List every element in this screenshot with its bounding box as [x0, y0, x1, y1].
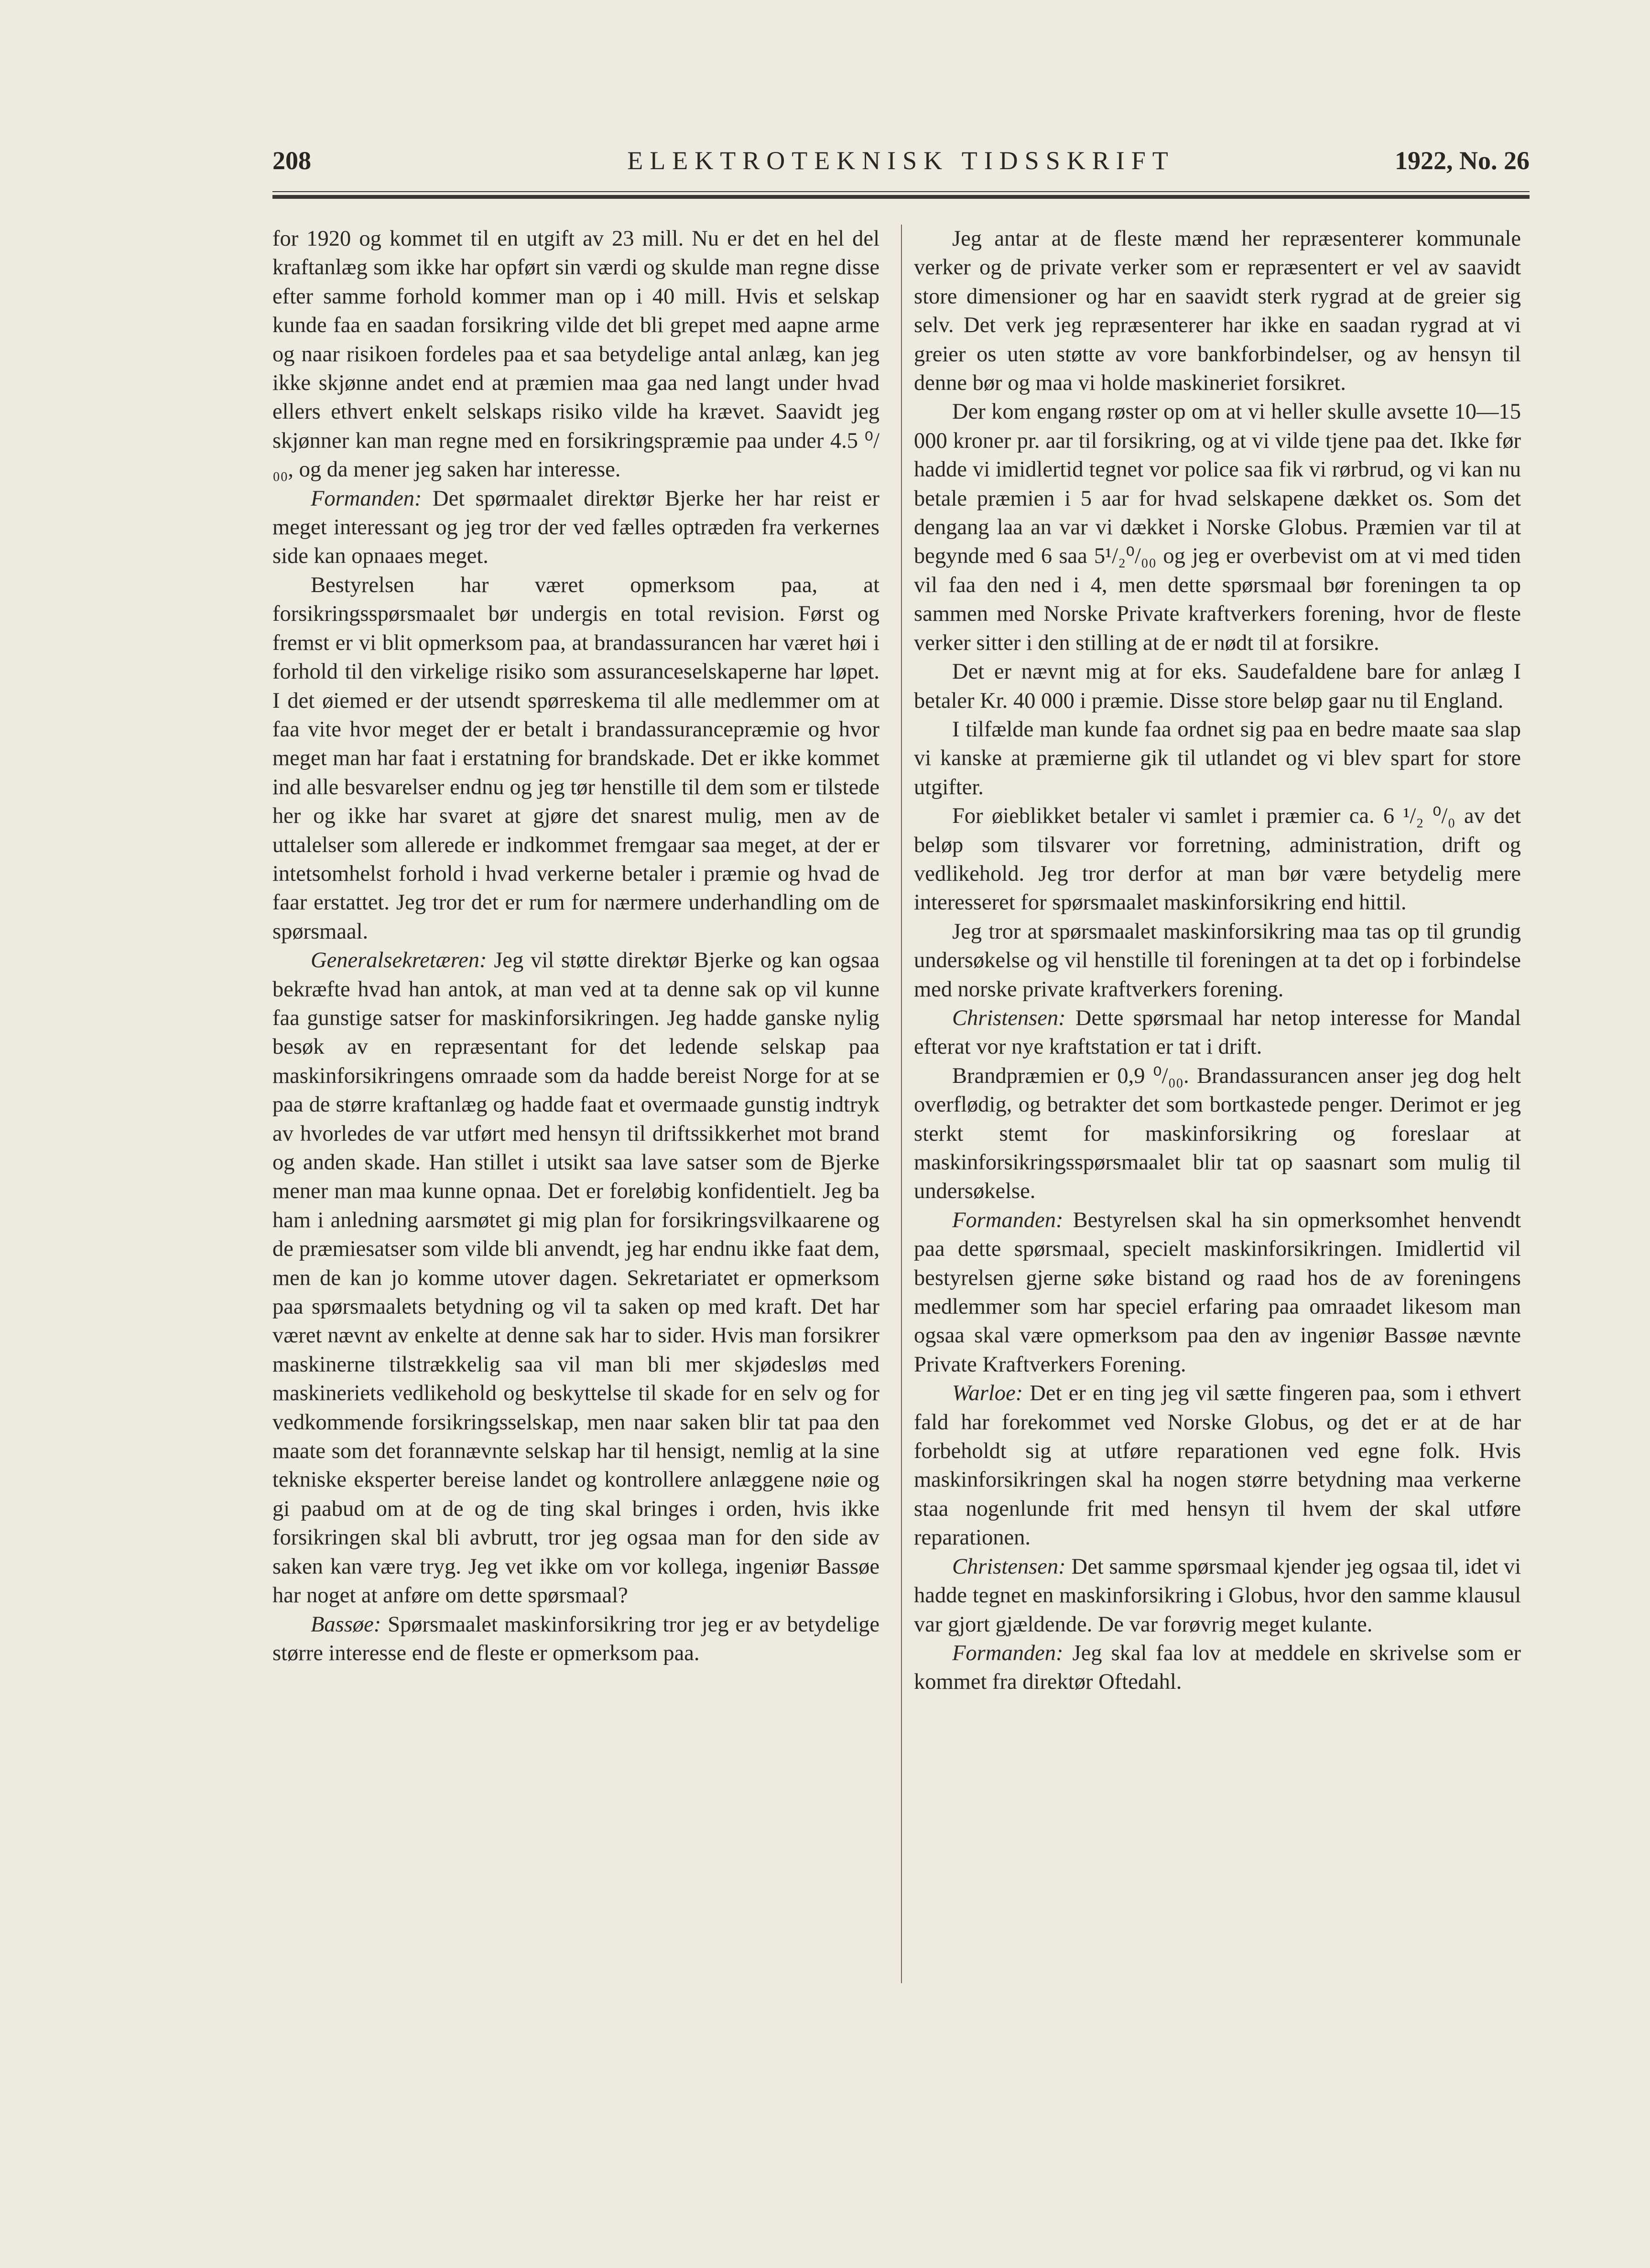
speaker-name: Generalsekretæren: — [311, 948, 487, 973]
journal-title: ELEKTROTEKNISK TIDSSKRIFT — [627, 146, 1175, 175]
speaker-name: Formanden: — [952, 1208, 1064, 1232]
paragraph — [272, 946, 879, 1610]
paragraph — [914, 918, 1521, 1004]
paragraph-text: for 1920 og kommet til en utgift av 23 mill. Nu er det en hel del kraftanlæg som ikke har opført sin værdi og skulde man regne disse efter samme forhold kommer man op i 40 mill. Hvis et selskap kunde faa en saadan forsikring vilde det bli grepet med aapne arme og naar risikoen fordeles paa et saa betydelige antal anlæg, kan jeg ikke skjønne andet end at præmien maa gaa ned langt under hvad ellers ethvert enkelt selskaps risiko vilde ha krævet. Saavidt jeg skjønner kan man regne med en forsikringspræmie paa under 4.5 ⁰/₀₀, og da mener jeg saken har interesse. — [272, 227, 879, 482]
paragraph-text: Bestyrelsen har været opmerksom paa, at forsikringsspørsmaalet bør undergis en total revision. Først og fremst er vi blit opmerksom paa, at brandassurancen har været høi i forhold til den virkelige risiko som assuranceselskaperne har løpet. I det øiemed er der utsendt spørreskema til alle medlemmer om at faa vite hvor meget der er betalt i brandassurancepræmie og hvor meget man har faat i erstatning for brandskade. Det er ikke kommet ind alle besvarelser endnu og jeg tør henstille til dem som er tilstede her og ikke har svaret at gjøre det snarest mulig, men av de uttalelser som allerede er indkommet fremgaar saa meget, at der er intetsomhelst forhold i hvad verkerne betaler i præmie og hvad de faar erstattet. Jeg tror det er rum for nærmere underhandling om de spørsmaal. — [272, 572, 879, 944]
issue-number: 1922, No. 26 — [1395, 146, 1530, 175]
speaker-name: Formanden: — [952, 1641, 1064, 1665]
paragraph — [272, 485, 879, 571]
paragraph — [914, 398, 1521, 658]
paragraph — [914, 1004, 1521, 1062]
left-column — [272, 225, 879, 1668]
paragraph-text: Bestyrelsen skal ha sin opmerksomhet henvendt paa dette spørsmaal, specielt maskinforsikringen. Imidlertid vil bestyrelsen gjerne søke bistand og raad hos de av foreningens medlemmer som har speciel erfaring paa omraadet likesom man ogsaa skal være opmerksom paa den av ingeniør Bassøe nævnte Private Kraftverkers Forening. — [914, 1208, 1521, 1377]
header-rule-thin — [272, 191, 1530, 192]
paragraph-text: Det samme spørsmaal kjender jeg ogsaa til, idet vi hadde tegnet en maskinforsikring i Globus, hvor den samme klausul var gjort gjældende. De var forøvrig meget kulante. — [914, 1554, 1521, 1637]
paragraph-text: Jeg antar at de fleste mænd her repræsenterer kommunale verker og de private verker som er repræsentert er vel av saavidt store dimensioner og har en saavidt sterk rygrad at de greier sig selv. Det verk jeg repræsenterer har ikke en saadan rygrad at vi greier os uten støtte av vore bankforbindelser, og av hensyn til denne bør og maa vi holde maskineriet forsikret. — [914, 227, 1521, 396]
paragraph — [914, 1062, 1521, 1206]
paragraph-text: Jeg skal faa lov at meddele en skrivelse som er kommet fra direktør Oftedahl. — [914, 1641, 1521, 1695]
paragraph-text: Der kom engang røster op om at vi heller skulle avsette 10—15 000 kroner pr. aar til forsikring, og at vi vilde tjene paa det. Ikke før hadde vi imidlertid tegnet vor police saa fik vi rørbrud, og vi kan nu betale præmien i 5 aar for hvad selskapene dækket os. Som det dengang laa an var vi dækket i Norske Globus. Præmien var til at begynde med 6 saa 5¹/₂⁰/₀₀ og jeg er overbevist om at vi med tiden vil faa den ned i 4, men dette spørsmaal bør foreningen ta op sammen med Norske Private kraftverkers forening, hvor de fleste verker sitter i den stilling at de er nødt til at forsikre. — [914, 400, 1521, 655]
running-header — [272, 146, 1530, 184]
paragraph-text: I tilfælde man kunde faa ordnet sig paa en bedre maate saa slap vi kanske at præmierne gik til utlandet og vi blev spart for store utgifter. — [914, 717, 1521, 799]
speaker-name: Bassøe: — [311, 1612, 381, 1637]
paragraph — [914, 1639, 1521, 1697]
paragraph-text: Jeg vil støtte direktør Bjerke og kan ogsaa bekræfte hvad han antok, at man ved at ta denne sak op vil kunne faa gunstige satser for maskinforsikringen. Jeg hadde ganske nylig besøk av en repræsentant for det ledende selskap paa maskinforsikringens omraade som da hadde bereist Norge for at se paa de større kraftanlæg og hadde faat et overmaade gunstig indtryk av hvorledes de var utført med hensyn til driftssikkerhet mot brand og anden skade. Han stillet i utsikt saa lave satser som de Bjerke mener man maa kunne opnaa. Det er foreløbig konfidentielt. Jeg ba ham i anledning aarsmøtet gi mig plan for forsikringsvilkaarene og de præmiesatser som vilde bli anvendt, jeg har endnu ikke faat dem, men de kan jo komme utover dagen. Sekretariatet er opmerksom paa spørsmaalets betydning og vil ta saken op med kraft. Det har været nævnt av enkelte at denne sak har to sider. Hvis man forsikrer maskinerne tilstrækkelig saa vil man bli mer skjødesløs med maskineriets vedlikehold og beskyttelse til skade for en selv og for vedkommende forsikringsselskap, men naar saken blir tat paa den maate som det forannævnte selskap har til hensigt, nemlig at la sine tekniske eksperter bereise landet og kontrollere anlæggene nøie og gi paabud om at de og de ting skal bringes i orden, hvis ikke forsikringen skal bli avbrutt, tror jeg ogsaa man for den side av saken kan være tryg. Jeg vet ikke om vor kollega, ingeniør Bassøe har noget at anføre om dette spørsmaal? — [272, 948, 879, 1608]
paragraph — [914, 225, 1521, 398]
paragraph — [914, 802, 1521, 918]
paragraph — [914, 658, 1521, 715]
paragraph-text: Brandpræmien er 0,9 ⁰/₀₀. Brandassurancen anser jeg dog helt overflødig, og betrakter det som bortkastede penger. Derimot er jeg sterkt stemt for maskinforsikring og foreslaar at maskinforsikringsspørsmaalet blir tat op saasnart som mulig til undersøkelse. — [914, 1063, 1521, 1204]
paragraph — [272, 571, 879, 946]
speaker-name: Christensen: — [952, 1005, 1066, 1030]
paragraph — [914, 1553, 1521, 1639]
paragraph — [914, 1379, 1521, 1552]
paragraph-text: For øieblikket betaler vi samlet i præmier ca. 6 ¹/₂ ⁰/₀ av det beløp som tilsvarer vor forretning, administration, drift og vedlikehold. Jeg tror derfor at man bør være betydelig mere interesseret for spørsmaalet maskinforsikring end hittil. — [914, 804, 1521, 915]
paragraph — [914, 1206, 1521, 1379]
paragraph-text: Det er nævnt mig at for eks. Saudefaldene bare for anlæg I betaler Kr. 40 000 i præmie. Disse store beløp gaar nu til England. — [914, 659, 1521, 713]
speaker-name: Warloe: — [952, 1381, 1023, 1406]
paragraph — [272, 225, 879, 485]
paragraph-text: Det er en ting jeg vil sætte fingeren paa, som i ethvert fald har forekommet ved Norske Globus, og det er at de har forbeholdt sig at utføre reparationen ved egne folk. Hvis maskinforsikringen skal ha nogen større betydning maa verkerne staa nogenlunde frit med hensyn til hvem der skal utføre reparationen. — [914, 1381, 1521, 1550]
paragraph-text: Spørsmaalet maskinforsikring tror jeg er av betydelige større interesse end de fleste er opmerksom paa. — [272, 1612, 879, 1665]
column-divider — [901, 225, 902, 1983]
paragraph-text: Jeg tror at spørsmaalet maskinforsikring maa tas op til grundig undersøkelse og vil henstille til foreningen at ta det op i forbindelse med norske private kraftverkers forening. — [914, 919, 1521, 1002]
paragraph — [272, 1610, 879, 1668]
paragraph-text: Det spørmaalet direktør Bjerke her har reist er meget interessant og jeg tror der ved fælles optræden fra verkernes side kan opnaaes meget. — [272, 486, 879, 569]
page-number: 208 — [272, 146, 311, 175]
paragraph-text: Dette spørsmaal har netop interesse for Mandal efterat vor nye kraftstation er tat i drift. — [914, 1005, 1521, 1059]
speaker-name: Formanden: — [311, 486, 422, 511]
header-rule-thick — [272, 195, 1530, 199]
right-column — [914, 225, 1521, 1697]
speaker-name: Christensen: — [952, 1554, 1066, 1579]
paragraph — [914, 715, 1521, 802]
